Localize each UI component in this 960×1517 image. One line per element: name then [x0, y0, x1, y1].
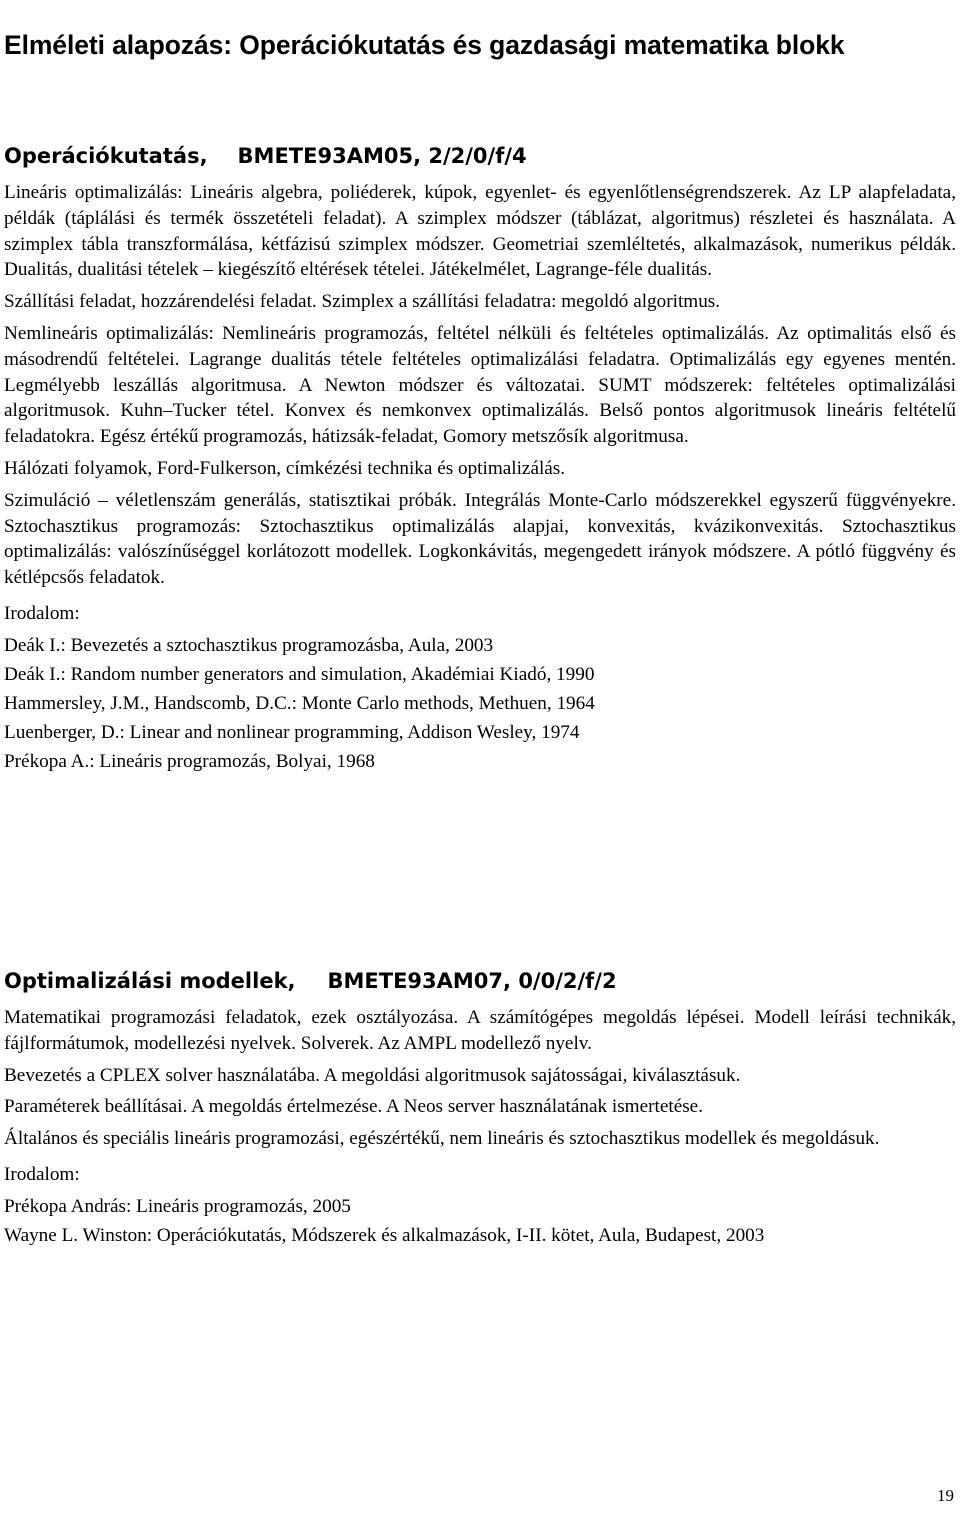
reference-item: Hammersley, J.M., Handscomb, D.C.: Monte Carlo methods, Methuen, 1964 [4, 692, 595, 714]
course-name: Operációkutatás, [4, 144, 208, 168]
course-description-paragraph: Bevezetés a CPLEX solver használatába. A megoldási algoritmusok sajátosságai, kiválasztásuk. [4, 1064, 741, 1086]
course-heading [4, 143, 956, 169]
course-heading [4, 968, 956, 994]
literature-heading: Irodalom: [4, 1163, 80, 1185]
reference-item: Luenberger, D.: Linear and nonlinear programming, Addison Wesley, 1974 [4, 721, 580, 743]
course-code: BMETE93AM05, 2/2/0/f/4 [237, 144, 527, 168]
reference-item: Prékopa András: Lineáris programozás, 2005 [4, 1195, 351, 1217]
course-description-paragraph: Hálózati folyamok, Ford-Fulkerson, címkézési technika és optimalizálás. [4, 457, 566, 479]
course-section-operaciokutatas [4, 143, 956, 776]
course-description-paragraph: Általános és speciális lineáris programozási, egészértékű, nem lineáris és sztochasztikus modellek és megoldásuk. [4, 1128, 880, 1150]
course-description-paragraph: Paraméterek beállításai. A megoldás értelmezése. A Neos server használatának ismertetése. [4, 1096, 703, 1118]
reference-item: Deák I.: Bevezetés a sztochasztikus programozásba, Aula, 2003 [4, 634, 494, 656]
page-title: Elméleti alapozás: Operációkutatás és gazdasági matematika blokk [4, 30, 845, 60]
course-description-paragraph: Szimuláció – véletlenszám generálás, statisztikai próbák. Integrálás Monte-Carlo módszerekkel egyszerű függvényekre. Sztochasztikus programozás: Sztochasztikus optimalizálás alapjai, konvexitás, kvázikonvexitás. Sztochasztikus optimalizálás: valószínűséggel korlátozott modellek. Logkonkávitás, megengedett irányok módszere. A pótló függvény és kétlépcsős feladatok. [4, 489, 956, 589]
course-section-optimalizalasi-modellek [4, 968, 956, 1250]
course-code: BMETE93AM07, 0/0/2/f/2 [327, 969, 617, 993]
reference-item: Wayne L. Winston: Operációkutatás, Módszerek és alkalmazások, I-II. kötet, Aula, Budapest, 2003 [4, 1224, 765, 1246]
reference-item: Deák I.: Random number generators and simulation, Akadémiai Kiadó, 1990 [4, 663, 595, 685]
course-description-paragraph: Szállítási feladat, hozzárendelési feladat. Szimplex a szállítási feladatra: megoldó algoritmus. [4, 291, 721, 313]
course-description-paragraph: Lineáris optimalizálás: Lineáris algebra, poliéderek, kúpok, egyenlet- és egyenlőtlenségrendszerek. Az LP alapfeladata, példák (táplálási és termék összetételi feladat). A szimplex módszer (táblázat, algoritmus) részletei és használata. A szimplex tábla transzformálása, kétfázisú szimplex módszer. Geometriai szemléltetés, alkalmazások, numerikus példák. Dualitás, dualitási tételek – kiegészítő eltérések tételei. Játékelmélet, Lagrange-féle dualitás. [4, 182, 956, 281]
course-name: Optimalizálási modellek, [4, 969, 296, 993]
course-description-paragraph: Nemlineáris optimalizálás: Nemlineáris programozás, feltétel nélküli és feltételes optimalizálás. Az optimalitás első és másodrendű feltételei. Lagrange dualitás tétele feltételes optimalizálási feladatra. Optimalizálás egy egyenes mentén. Legmélyebb leszállás algoritmusa. A Newton módszer és változatai. SUMT módszerek: feltételes optimalizálási algoritmusok. Kuhn–Tucker tétel. Konvex és nemkonvex optimalizálás. Belső pontos algoritmusok lineáris feltételű feladatokra. Egész értékű programozás, hátizsák-feladat, Gomory metszősík algoritmusa. [4, 322, 956, 448]
course-description-paragraph: Matematikai programozási feladatok, ezek osztályozása. A számítógépes megoldás lépései. Modell leírási technikák, fájlformátumok, modellezési nyelvek. Solverek. Az AMPL modellező nyelv. [4, 1007, 956, 1054]
literature-heading: Irodalom: [4, 602, 80, 624]
page-number: 19 [937, 1486, 954, 1505]
reference-item: Prékopa A.: Lineáris programozás, Bolyai, 1968 [4, 750, 375, 772]
